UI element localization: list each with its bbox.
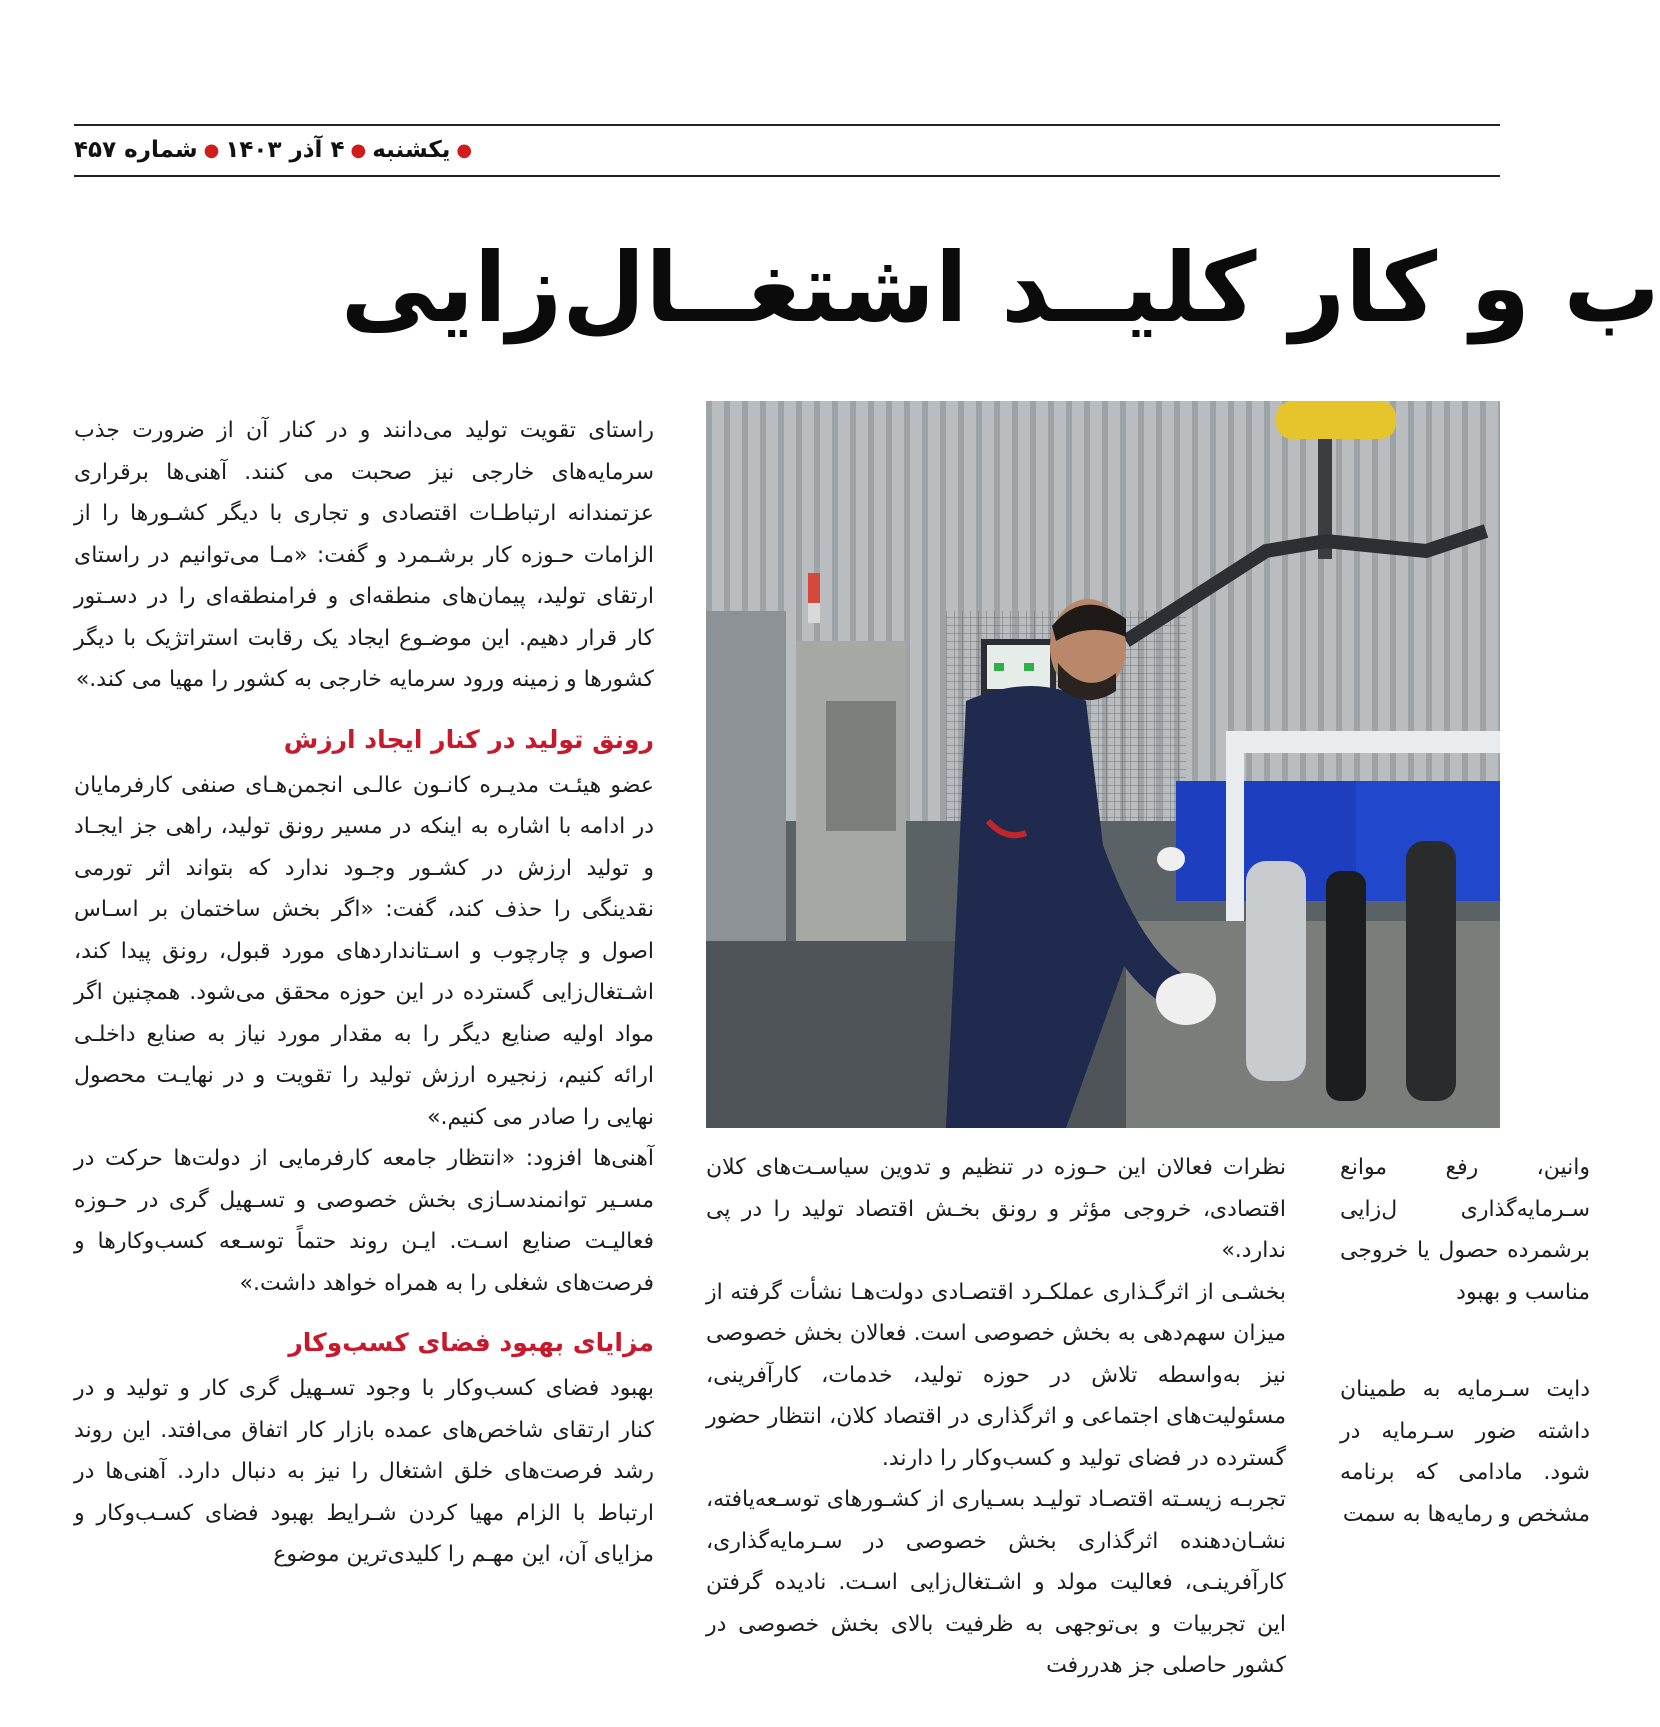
issue-date: ۴ آذر ۱۴۰۳: [225, 137, 345, 163]
middle-paragraph-2: بخشـی از اثرگـذاری عملکـرد اقتصـادی دولت‌هـا نشأت گرفته از میزان سهم‌دهی به بخش خصوصی است. فعالان بخش خصوصی نیز به‌واسطه تلاش در حوزه تولید، خدمات، کارآفرینی، مسئولیت‌های اجتماعی و اثرگذاری در اقتصاد کلان، انتظار حضور گسترده در فضای تولید و کسب‌وکار را دارند.: [706, 1279, 1286, 1471]
left-paragraph-3: آهنی‌ها افزود: «انتظار جامعه کارفرمایی از دولت‌ها حرکت در مسـیر توانمندسـازی بخش خصوصی و تسـهیل گری در حـوزه فعالیـت صنایع اسـت. ایـن روند حتماً توسـعه کسب‌وکارها و فرصت‌های شغلی را به همراه خواهد داشت.»: [74, 1146, 654, 1296]
left-paragraph-2: عضو هیئـت مدیـره کانـون عالـی انجمن‌هـای صنفی کارفرمایان در ادامه با اشاره به اینکه در مسیر رونق تولید، راهی جز ایجـاد و تولید ارزش در کشـور وجـود ندارد که بتواند اثر تورمی نقدینگی را حذف کند، گفت: «اگر بخش ساختمان بر اسـاس اصول و چارچوب و اسـتانداردهای مورد قبول، رونق پیدا کند، اشـتغال‌زایی گسترده در این حوزه محقق می‌شود. همچنین اگر مواد اولیه صنایع دیگر را به مقدار مورد نیاز به صنایع داخلـی ارائه کنیم، زنجیره ارزش تولید را تقویت و در نهایـت محصول نهایی را صادر می کنیم.»: [74, 772, 654, 1130]
left-paragraph-1: راستای تقویت تولید می‌دانند و در کنار آن از ضرورت جذب سرمایه‌های خارجی نیز صحبت می کنند. آهنی‌ها برقراری عزتمندانه ارتباطـات اقتصادی و تجاری با دیگر کشـورها را از الزامات حـوزه کار برشـمرد و گفت: «مـا می‌توانیم در راستای ارتقای تولید، پیمان‌های منطقه‌ای و فرامنطقه‌ای را در دسـتور کار قرار دهیم. این موضـوع ایجاد یک رقابت استراتژیک با دیگر کشورها و زمینه ورود سرمایه خارجی به کشور را مهیا می کند.»: [74, 418, 654, 692]
bullet-icon: ●: [456, 139, 473, 161]
top-rule: [74, 124, 1500, 126]
bullet-icon: ●: [203, 139, 220, 161]
issue-day: یکشنبه: [372, 137, 451, 163]
middle-text-column: [706, 1147, 1286, 1687]
right-text-column: [1336, 1147, 1590, 1535]
article-photo: [706, 401, 1500, 1128]
article-headline: ب و کار کلیــد اشتغــال‌زایی: [340, 232, 1660, 344]
right-paragraph-2: دایت سـرمایه به طمینان داشته ضور سـرمایه در شود. مادامی که برنامه مشخص و رمایه‌ها به سمت: [1340, 1377, 1590, 1527]
issue-number: شماره ۴۵۷: [74, 137, 198, 163]
right-paragraph-1: وانین، رفع موانع سـرمایه‌گذاری ل‌زایی برشمرده حصول یا خروجی مناسب و بهبود: [1340, 1155, 1590, 1305]
left-text-column: [74, 410, 654, 1576]
subheading-value-creation: رونق تولید در کنار ایجاد ارزش: [283, 724, 654, 754]
left-paragraph-4: بهبود فضای کسب‌وکار با وجود تسـهیل گری کار و تولید و در کنار ارتقای شاخص‌های عمده بازار کار اتفاق می‌افتد. این روند رشد فرصت‌های خلق اشتغال را نیز به دنبال دارد. آهنی‌ها در ارتباط با الزام مهیا کردن شـرایط بهبود فضای کسـب‌وکار و مزایای آن، این مهـم را کلیدی‌ترین موضوع: [74, 1376, 654, 1567]
subheading-business-environment: مزایای بهبود فضای کسب‌وکار: [288, 1328, 654, 1357]
header-rule: [74, 175, 1500, 177]
middle-paragraph-1: نظرات فعالان این حـوزه در تنظیم و تدوین سیاسـت‌های کلان اقتصادی، خروجی مؤثر و رونق بخـش اقتصاد تولید را در پی ندارد.»: [706, 1155, 1286, 1263]
bullet-icon: ●: [350, 139, 367, 161]
issue-line: [74, 132, 472, 168]
factory-worker-photo: [706, 401, 1500, 1128]
middle-paragraph-3: تجربـه زیسـته اقتصـاد تولیـد بسـیاری از کشـورهای توسـعه‌یافته، نشـان‌دهنده اثرگذاری بخش خصوصی در سـرمایه‌گذاری، کارآفرینـی، فعالیت مولد و اشـتغال‌زایی اسـت. نادیده گرفتن این تجربیات و بی‌توجهی به ظرفیت بالای بخش خصوصی در کشور حاصلی جز هدررفت: [706, 1487, 1286, 1678]
